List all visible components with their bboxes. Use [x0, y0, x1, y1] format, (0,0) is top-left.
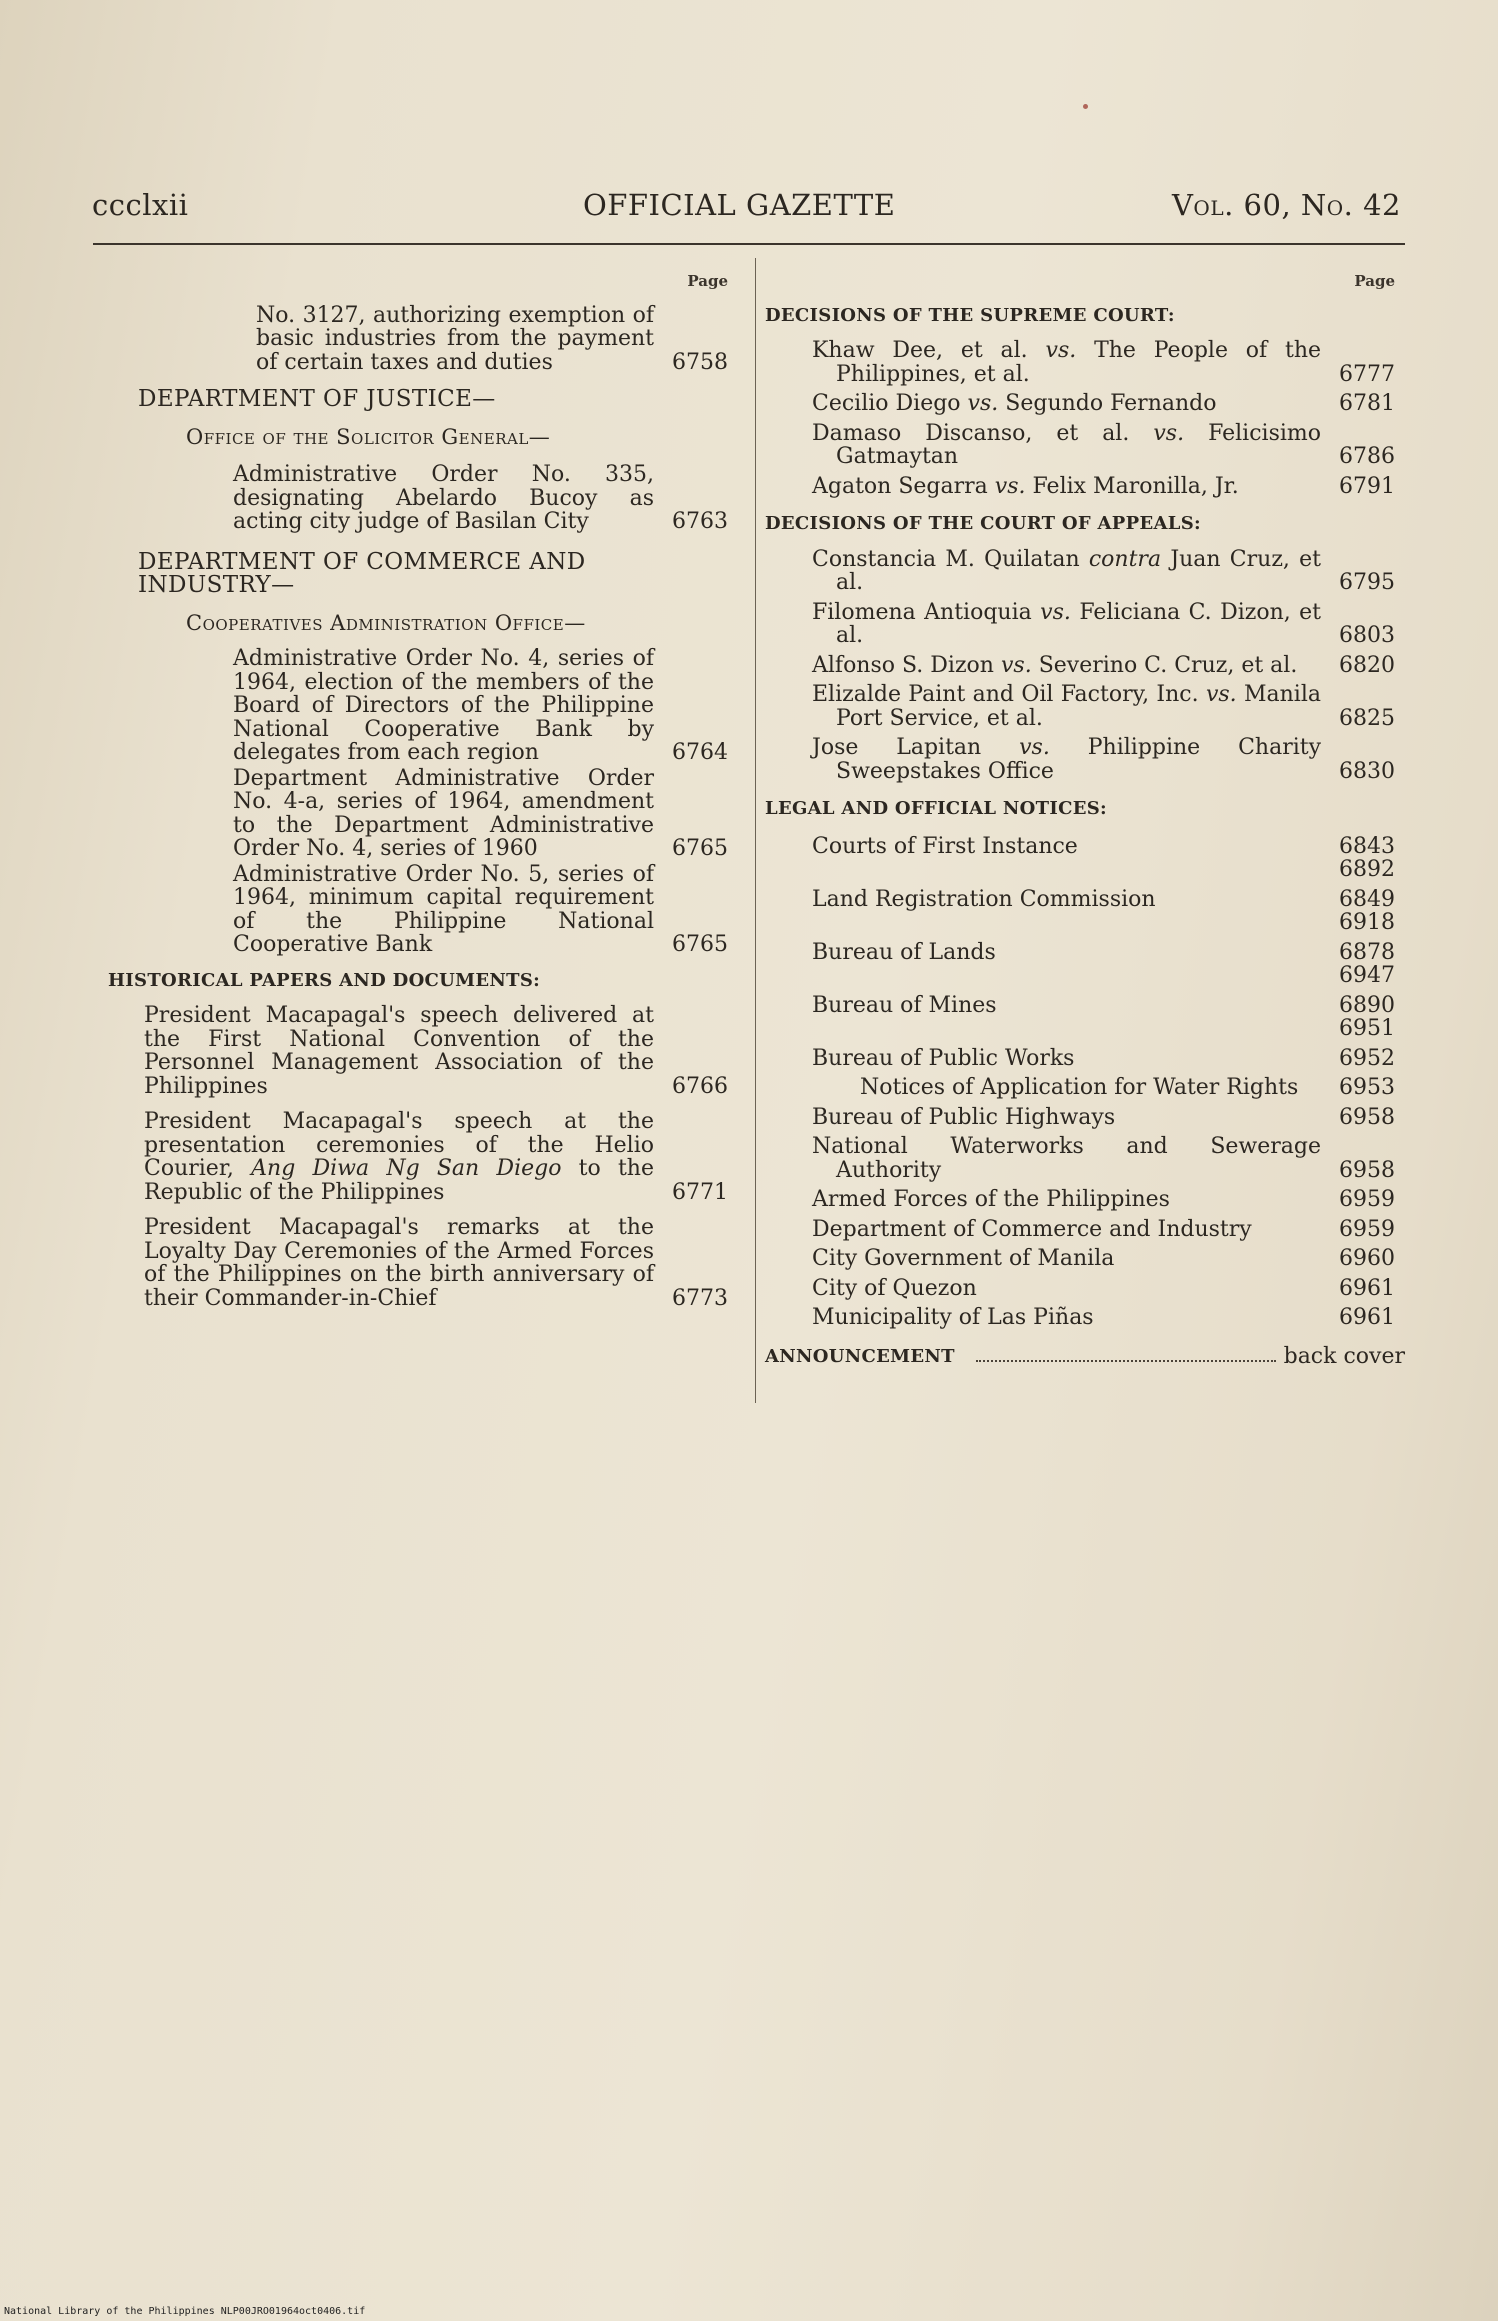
party-a: Khaw Dee, et al. — [812, 338, 1028, 363]
toc-entry — [144, 1004, 738, 1098]
folio-number: ccclxii — [92, 188, 189, 222]
party-a: Damaso Discanso, et al. — [812, 420, 1130, 446]
toc-entry — [233, 463, 738, 534]
case-entry — [812, 601, 1405, 648]
party-b: Juan Cruz, et al. — [836, 546, 1321, 595]
case-entry — [812, 339, 1405, 386]
toc-entry — [144, 1110, 738, 1204]
entry-text: Department Administrative Order No. 4-a, series of 1964, amendment to the Department Administrative Order No. 4, series of 1960 — [233, 765, 654, 861]
notice-entry — [812, 1135, 1405, 1182]
page-column-label: Page — [687, 272, 728, 290]
party-b: Felicisimo Gatmaytan — [836, 420, 1322, 469]
entry-text: Bureau of Mines — [812, 992, 997, 1018]
notice-entry — [812, 1277, 1405, 1301]
entry-page: 6771 — [672, 1179, 728, 1205]
versus: vs. — [1045, 338, 1077, 363]
entry-page: 6951 — [1339, 1015, 1395, 1041]
entry-text: Department of Commerce and Industry — [812, 1216, 1252, 1242]
party-b: The People of the Philippines, et al. — [836, 338, 1322, 387]
notice-entry — [860, 1076, 1405, 1100]
toc-entry — [233, 767, 738, 861]
notice-entry — [812, 1306, 1405, 1330]
entry-text: Administrative Order No. 335, designating Abelardo Bucoy as acting city judge of Basilan City — [233, 462, 654, 534]
versus: vs. — [1205, 682, 1237, 707]
entry-text: President Macapagal's remarks at the Loyalty Day Ceremonies of the Armed Forces of the Philippines on the birth anniversary of their Commander-in-Chief — [144, 1215, 654, 1311]
entry-page: 6795 — [1339, 570, 1395, 595]
section-heading: DECISIONS OF THE SUPREME COURT: — [765, 304, 1175, 326]
notice-entry — [812, 994, 1405, 1047]
versus: vs. — [1019, 735, 1050, 760]
notice-entry — [812, 1047, 1405, 1071]
entry-text: Bureau of Public Works — [812, 1045, 1075, 1071]
entry-text: National Waterworks and Sewerage Authority — [812, 1134, 1321, 1183]
entry-page: 6764 — [672, 740, 728, 765]
entry-text: Bureau of Lands — [812, 939, 996, 965]
entry-text: No. 3127, authorizing exemption of basic industries from the payment of certain taxes and duties — [256, 302, 654, 375]
entry-page: 6960 — [1339, 1246, 1395, 1271]
entry-page: 6830 — [1339, 758, 1395, 784]
toc-entry — [233, 863, 738, 957]
entry-page: 6958 — [1339, 1104, 1395, 1130]
entry-page: 6959 — [1339, 1187, 1395, 1212]
entry-text: Armed Forces of the Philippines — [812, 1187, 1170, 1212]
party-a: Elizalde Paint and Oil Factory, Inc. — [812, 682, 1199, 707]
page-column-label: Page — [1354, 272, 1395, 290]
gazette-title: OFFICIAL GAZETTE — [583, 188, 896, 222]
announcement-entry — [765, 1344, 1405, 1369]
volume-issue: Vol. 60, No. 42 — [1171, 188, 1401, 222]
party-b: Severino C. Cruz, et al. — [1038, 652, 1298, 678]
notice-entry — [812, 1106, 1405, 1130]
office-heading: Cooperatives Administration Office— — [186, 610, 586, 635]
entry-page: 6958 — [1339, 1157, 1395, 1183]
entry-page: 6791 — [1339, 473, 1395, 499]
section-heading: HISTORICAL PAPERS AND DOCUMENTS: — [108, 969, 541, 991]
entry-page: 6890 — [1339, 992, 1395, 1018]
case-entry — [812, 548, 1405, 595]
case-entry — [812, 736, 1405, 783]
entry-page: 6820 — [1339, 652, 1395, 678]
case-entry — [812, 475, 1405, 499]
versus: vs. — [967, 391, 999, 416]
entry-text: Administrative Order No. 5, series of 1964, minimum capital requirement of the Philippine National Cooperative Bank — [233, 861, 654, 957]
entry-page: 6961 — [1339, 1305, 1395, 1330]
entry-page: 6892 — [1339, 856, 1395, 882]
party-a: Filomena Antioquia — [812, 599, 1032, 625]
entry-page: 6878 — [1339, 939, 1395, 965]
entry-page: 6786 — [1339, 444, 1395, 469]
entry-text: Administrative Order No. 4, series of 1964, election of the members of the Board of Directors of the Philippine National Cooperative Bank by delegates from each region — [233, 646, 654, 765]
entry-page: 6947 — [1339, 962, 1395, 988]
entry-page: 6849 — [1339, 886, 1395, 912]
entry-page: 6763 — [672, 509, 728, 534]
section-heading: LEGAL AND OFFICIAL NOTICES: — [765, 798, 1107, 819]
entry-page: 6777 — [1339, 361, 1395, 387]
entry-page: 6959 — [1339, 1216, 1395, 1242]
party-a: Jose Lapitan — [812, 735, 982, 760]
office-heading: Office of the Solicitor General— — [186, 424, 551, 449]
department-heading: DEPARTMENT OF COMMERCE AND INDUSTRY— — [138, 548, 586, 598]
entry-text: President Macapagal's speech at the presentation ceremonies of the Helio Courier, — [144, 1109, 654, 1181]
entry-page: 6803 — [1339, 623, 1395, 648]
entry-page: 6918 — [1339, 909, 1395, 935]
department-heading: DEPARTMENT OF JUSTICE— — [138, 386, 496, 412]
case-entry — [812, 392, 1405, 416]
entry-page: 6952 — [1339, 1045, 1395, 1071]
entry-text: Municipality of Las Piñas — [812, 1305, 1094, 1330]
party-b: Segundo Fernando — [1005, 391, 1217, 416]
notice-entry — [812, 941, 1405, 994]
left-column — [108, 270, 738, 1310]
case-entry — [812, 422, 1405, 469]
section-heading: DECISIONS OF THE COURT OF APPEALS: — [765, 513, 1201, 534]
right-column — [765, 270, 1405, 1368]
party-a: Cecilio Diego — [812, 391, 961, 416]
entry-page: 6781 — [1339, 391, 1395, 416]
notice-entry — [812, 1247, 1405, 1271]
versus: vs. — [1040, 599, 1071, 625]
header-rule — [93, 243, 1405, 245]
entry-page: 6953 — [1339, 1075, 1395, 1100]
entry-page: back cover — [1283, 1343, 1405, 1369]
party-b: Philippine Charity Sweepstakes Office — [836, 735, 1322, 784]
entry-page: 6758 — [672, 349, 728, 375]
entry-page: 6766 — [672, 1073, 728, 1099]
party-b: Manila Port Service, et al. — [836, 682, 1321, 731]
entry-text: Bureau of Public Highways — [812, 1104, 1116, 1130]
notice-entry — [812, 835, 1405, 888]
entry-page: 6961 — [1339, 1275, 1395, 1301]
versus: vs. — [1000, 652, 1032, 678]
entry-page: 6765 — [672, 836, 728, 861]
party-a: Constancia M. Quilatan — [812, 546, 1080, 572]
party-b: Feliciana C. Dizon, et al. — [836, 599, 1322, 648]
party-a: Agaton Segarra — [812, 473, 988, 499]
party-a: Alfonso S. Dizon — [812, 652, 994, 678]
toc-entry — [233, 647, 738, 765]
entry-page: 6773 — [672, 1285, 728, 1311]
entry-text: Land Registration Commission — [812, 886, 1156, 912]
notice-entry — [812, 1188, 1405, 1212]
announcement-label: ANNOUNCEMENT — [765, 1345, 955, 1367]
entry-text: Notices of Application for Water Rights — [860, 1075, 1299, 1100]
toc-entry — [144, 1216, 738, 1310]
versus: vs. — [1153, 420, 1185, 446]
toc-entry — [256, 304, 738, 375]
entry-text: City Government of Manila — [812, 1246, 1115, 1271]
entry-text: City of Quezon — [812, 1275, 977, 1301]
versus: contra — [1088, 546, 1162, 572]
leader-dots — [976, 1354, 1276, 1362]
entry-text: Courts of First Instance — [812, 833, 1078, 859]
ink-spot — [1083, 104, 1088, 109]
entry-text: to the Republic of the Philippines — [144, 1156, 654, 1205]
entry-text: President Macapagal's speech delivered at the First National Convention of the Personnel Management Association of the Philippines — [144, 1003, 654, 1099]
versus: vs. — [994, 473, 1026, 499]
scan-source-footer: National Library of the Philippines NLP00JRO01964oct0406.tif — [4, 2306, 366, 2317]
column-divider — [755, 258, 756, 1403]
entry-page: 6765 — [672, 932, 728, 957]
notice-entry — [812, 1218, 1405, 1242]
vessel-name: Ang Diwa Ng San Diego — [251, 1156, 562, 1181]
case-entry — [812, 654, 1405, 678]
case-entry — [812, 683, 1405, 730]
party-b: Felix Maronilla, Jr. — [1032, 473, 1239, 499]
entry-page: 6843 — [1339, 833, 1395, 859]
entry-page: 6825 — [1339, 705, 1395, 731]
notice-entry — [812, 888, 1405, 941]
